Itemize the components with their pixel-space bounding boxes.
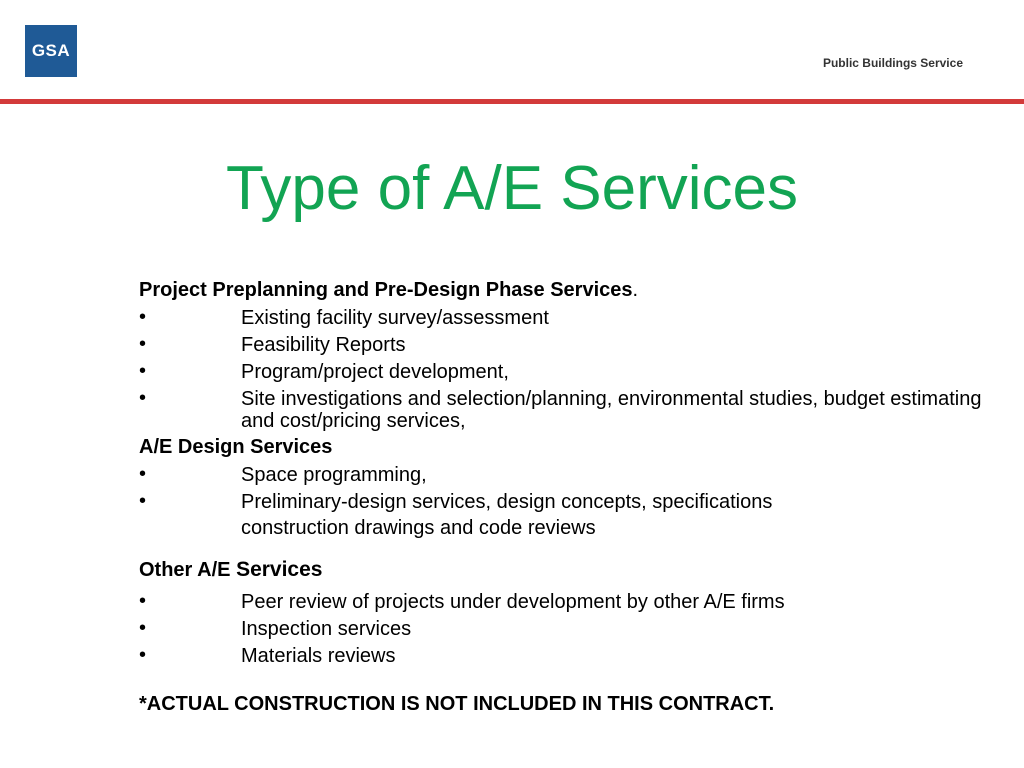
- list-item: [139, 331, 999, 358]
- list-item-text: Materials reviews: [241, 645, 396, 667]
- heading-text: Project Preplanning and Pre-Design Phase Services: [139, 279, 633, 301]
- section-heading-other: [139, 556, 999, 584]
- bullet: •: [139, 463, 147, 485]
- list-item: [139, 461, 999, 488]
- heading-text: Other A/E: [139, 559, 237, 581]
- bullet: •: [139, 644, 147, 666]
- gsa-logo: [25, 25, 77, 77]
- list-item: [139, 358, 999, 385]
- list-item-text: Peer review of projects under development by other A/E firms: [241, 591, 785, 613]
- list-item-text: Feasibility Reports: [241, 334, 406, 356]
- bullet: •: [139, 333, 147, 355]
- heading-text-large: Services: [236, 558, 323, 581]
- list-item: [139, 385, 999, 434]
- bullet: •: [139, 387, 147, 409]
- list-item: [139, 615, 999, 642]
- list-item: [139, 304, 999, 331]
- list-item-continuation: construction drawings and code reviews: [241, 517, 596, 539]
- bullet: •: [139, 490, 147, 512]
- list-item-text: Program/project development,: [241, 361, 509, 383]
- header-divider: [0, 99, 1024, 104]
- contract-note: *ACTUAL CONSTRUCTION IS NOT INCLUDED IN THIS CONTRACT.: [139, 693, 775, 715]
- section-heading-preplanning: [139, 277, 999, 304]
- list-item: [139, 588, 999, 615]
- bullet: •: [139, 617, 147, 639]
- slide-title: Type of A/E Services: [225, 154, 799, 223]
- bullet: •: [139, 360, 147, 382]
- list-item-text: Site investigations and selection/planning, environmental studies, budget estimating and cost/pricing services,: [241, 388, 982, 432]
- list-item-text: Existing facility survey/assessment: [241, 307, 549, 329]
- bullet: •: [139, 590, 147, 612]
- logo-text: GSA: [31, 41, 71, 60]
- slide-body: [139, 277, 999, 718]
- list-item-text: Space programming,: [241, 464, 427, 486]
- list-item: [139, 642, 999, 669]
- list-item-text: Inspection services: [241, 618, 412, 640]
- section-heading-design: A/E Design Services: [139, 436, 333, 458]
- list-item-text: Preliminary-design services, design concepts, specifications: [241, 491, 773, 513]
- heading-suffix: .: [632, 279, 639, 301]
- list-item: [139, 488, 999, 515]
- bullet: •: [139, 306, 147, 328]
- org-name: Public Buildings Service: [822, 56, 963, 70]
